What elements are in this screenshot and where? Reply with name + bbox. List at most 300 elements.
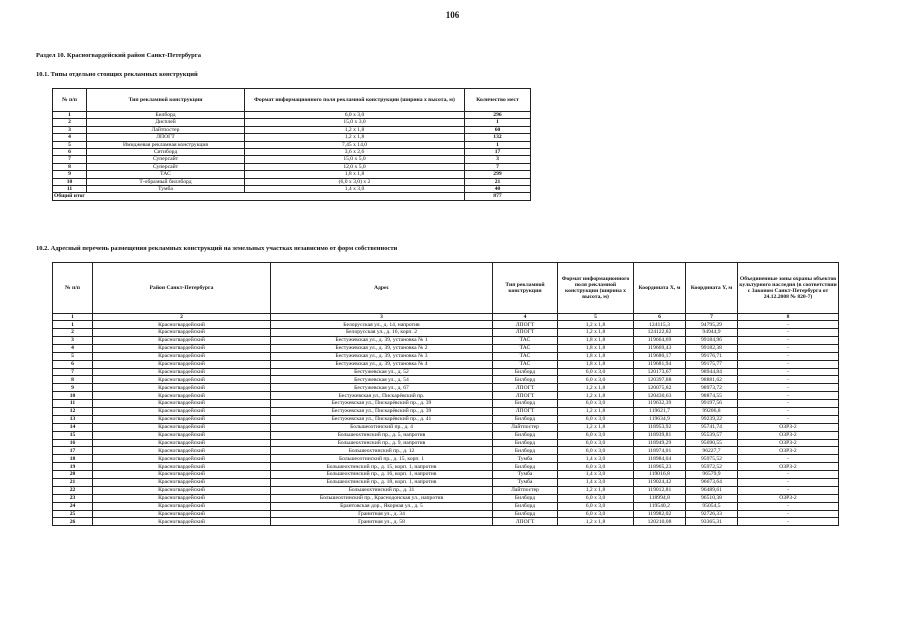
- table-cell: 95741,74: [686, 423, 738, 431]
- table-row: [53, 408, 839, 416]
- table-cell: Суперсайт: [87, 163, 245, 170]
- table-cell: 118965,23: [634, 463, 686, 471]
- table-row: [53, 329, 839, 337]
- table-cell: 2: [53, 329, 93, 337]
- table-cell: 1,2 x 1,8: [558, 384, 634, 392]
- table-row: [53, 431, 839, 439]
- table-cell: 7: [465, 163, 531, 170]
- table-cell: 16: [53, 439, 93, 447]
- table-cell: Бестужевская ул., д. 52: [271, 368, 493, 376]
- table-cell: 95975,52: [686, 455, 738, 463]
- table-cell: Билборд: [493, 494, 558, 502]
- table-row: [53, 479, 839, 487]
- table-cell: Красногвардейский: [93, 479, 271, 487]
- table-cell: ЛПОГТ: [493, 392, 558, 400]
- table-cell: 3: [53, 126, 87, 133]
- table-cell: Бестужевская ул., д. 39, установка № 3: [271, 352, 493, 360]
- table-cell: 95690,55: [686, 439, 738, 447]
- table-cell: 99184,96: [686, 336, 738, 344]
- table-cell: 9: [53, 384, 93, 392]
- ad-types-table: [52, 88, 531, 201]
- table-cell: 96227,7: [686, 447, 738, 455]
- table-cell: 1,8 x 1,8: [245, 171, 465, 178]
- table-cell: ТАС: [493, 336, 558, 344]
- table-cell: Билборд: [493, 502, 558, 510]
- ad-addresses-table: [52, 262, 839, 526]
- table-cell: ОЗРЗ-2: [738, 439, 839, 447]
- table-cell: 119540,2: [634, 502, 686, 510]
- table-row: [53, 134, 531, 141]
- table-cell: 6,0 x 3,0: [558, 510, 634, 518]
- table-row: [53, 392, 839, 400]
- table-cell: ЛПОГТ: [493, 329, 558, 337]
- section-title: Раздел 10. Красногвардейский район Санкт-Петербурга: [36, 52, 201, 59]
- table-cell: 23: [53, 494, 93, 502]
- table-cell: Красногвардейский: [93, 400, 271, 408]
- table-cell: 94944,9: [686, 329, 738, 337]
- table-cell: 119016,8: [634, 471, 686, 479]
- table-cell: 119681,94: [634, 360, 686, 368]
- table-cell: 17: [53, 447, 93, 455]
- table-cell: Ситиборд: [87, 148, 245, 155]
- table-cell: 296: [465, 112, 531, 119]
- column-header: Формат информационного поля рекламной конструкции (ширина х высота, м): [558, 263, 634, 314]
- table-cell: -: [738, 352, 839, 360]
- table-cell: 15,0 x 3,0: [245, 119, 465, 126]
- table-cell: 98973,72: [686, 384, 738, 392]
- table-cell: Билборд: [493, 439, 558, 447]
- table-cell: 118984,04: [634, 455, 686, 463]
- table-cell: -: [738, 321, 839, 329]
- table-cell: -: [738, 471, 839, 479]
- table-cell: ТАС: [87, 171, 245, 178]
- column-header: Координата X, м: [634, 263, 686, 314]
- table-cell: 1,2 x 1,8: [558, 329, 634, 337]
- table-row: [53, 471, 839, 479]
- table-cell: Красногвардейский: [93, 518, 271, 526]
- table-cell: 1: [53, 321, 93, 329]
- table-cell: -: [738, 344, 839, 352]
- table-cell: Большеохтинский пр., д. 5, напротив: [271, 431, 493, 439]
- table-cell: Красногвардейский: [93, 336, 271, 344]
- table-cell: Красногвардейский: [93, 344, 271, 352]
- table-row: [53, 126, 531, 133]
- table-cell: 1,2 x 1,8: [558, 392, 634, 400]
- table-cell: 119664,69: [634, 336, 686, 344]
- table-cell: Красногвардейский: [93, 471, 271, 479]
- column-header: № п/п: [53, 263, 93, 314]
- table-cell: Красногвардейский: [93, 415, 271, 423]
- table-cell: 120210,08: [634, 518, 686, 526]
- table-cell: ЛПОГТ: [493, 321, 558, 329]
- table-row: [53, 494, 839, 502]
- table-cell: Тумба: [493, 471, 558, 479]
- table-cell: Лайтпостер: [493, 423, 558, 431]
- table-cell: ЛПОГТ: [493, 384, 558, 392]
- table-cell: ОЗРЗ-2: [738, 431, 839, 439]
- table-cell: 124122,82: [634, 329, 686, 337]
- table-row: [53, 336, 839, 344]
- table-cell: 6,0 x 3,0: [558, 463, 634, 471]
- table-cell: Билборд: [493, 415, 558, 423]
- table-cell: -: [738, 384, 839, 392]
- table-row: [53, 400, 839, 408]
- table-cell: ТАС: [493, 352, 558, 360]
- table-cell: Красногвардейский: [93, 423, 271, 431]
- table-cell: 5: [53, 352, 93, 360]
- column-number: 6: [634, 314, 686, 321]
- total-row: [53, 193, 531, 200]
- table-cell: 19: [53, 463, 93, 471]
- column-number: 7: [686, 314, 738, 321]
- table-cell: 22: [53, 486, 93, 494]
- table-cell: 7,45 x 14,0: [245, 141, 465, 148]
- table-cell: 96673,64: [686, 479, 738, 487]
- table-cell: 6,0 x 3,0: [245, 112, 465, 119]
- table-cell: Билборд: [493, 368, 558, 376]
- column-number: 2: [93, 314, 271, 321]
- table-cell: Красногвардейский: [93, 494, 271, 502]
- table-row: [53, 368, 839, 376]
- table-cell: 99176,71: [686, 352, 738, 360]
- table-cell: 95539,57: [686, 431, 738, 439]
- table-cell: 6,0 x 3,0: [558, 415, 634, 423]
- table-row: [53, 112, 531, 119]
- table-cell: Красногвардейский: [93, 321, 271, 329]
- column-header: Тип рекламной конструкции: [493, 263, 558, 314]
- table-cell: 92726,33: [686, 510, 738, 518]
- table-cell: 6,0 x 3,0: [558, 431, 634, 439]
- table-cell: 119669,43: [634, 344, 686, 352]
- table-cell: Тумба: [493, 455, 558, 463]
- table-cell: Лайтпостер: [493, 486, 558, 494]
- table-cell: 1,2 x 1,8: [558, 321, 634, 329]
- table-cell: Красногвардейский: [93, 502, 271, 510]
- table-cell: 6,0 x 3,0: [558, 376, 634, 384]
- table-cell: 12: [53, 408, 93, 416]
- table-cell: 1,4 x 3,0: [558, 479, 634, 487]
- table-cell: 99239,22: [686, 415, 738, 423]
- table-row: [53, 518, 839, 526]
- table-cell: Белорусская ул., д. 16, корп. 2: [271, 329, 493, 337]
- table-cell: 3: [465, 156, 531, 163]
- table-row: [53, 352, 839, 360]
- table-cell: 10: [53, 178, 87, 185]
- table-row: [53, 156, 531, 163]
- table-cell: ОЗРЗ-2: [738, 494, 839, 502]
- table-cell: Билборд: [493, 400, 558, 408]
- column-header: Объединенные зоны охраны объектов культурного наследия (в соответствии с Законом Санкт-Петербурга от 24.12.2008 № 820-7): [738, 263, 839, 314]
- table-cell: -: [738, 368, 839, 376]
- column-header: Тип рекламной конструкции: [87, 89, 245, 112]
- table-cell: ТАС: [493, 344, 558, 352]
- table-cell: Большеохтинский пр., д. 18, корп. 1, напротив: [271, 479, 493, 487]
- table-cell: 15: [53, 431, 93, 439]
- table-cell: Билборд: [493, 376, 558, 384]
- table-cell: Красногвардейский: [93, 368, 271, 376]
- table-cell: Тумба: [87, 185, 245, 192]
- table-cell: 10: [53, 392, 93, 400]
- column-number: 3: [271, 314, 493, 321]
- table-cell: 1,2 x 1,8: [558, 518, 634, 526]
- table-header-row: [53, 89, 531, 112]
- table-cell: 15,0 x 5,0: [245, 156, 465, 163]
- table-cell: 21: [53, 479, 93, 487]
- table-cell: Бестужевская ул., Пискарёвский пр., д. 39: [271, 408, 493, 416]
- table-row: [53, 455, 839, 463]
- table-cell: 20: [53, 471, 93, 479]
- table-cell: 8: [53, 163, 87, 170]
- table-cell: 9: [53, 171, 87, 178]
- table-cell: 98874,55: [686, 392, 738, 400]
- table-cell: 13: [53, 415, 93, 423]
- table-cell: Брантовская дор., Якорная ул., д. 5: [271, 502, 493, 510]
- column-header: Координата Y, м: [686, 263, 738, 314]
- table-cell: 1,2 x 1,8: [558, 423, 634, 431]
- table-cell: -: [738, 336, 839, 344]
- table-cell: 120173,67: [634, 368, 686, 376]
- total-label: Общий итог: [53, 193, 465, 200]
- table-cell: 1,2 x 1,8: [245, 134, 465, 141]
- table-cell: ЛПОГТ: [493, 408, 558, 416]
- table-cell: -: [738, 479, 839, 487]
- table-cell: 25: [53, 510, 93, 518]
- page-number: 106: [445, 10, 460, 20]
- table-cell: 98881,62: [686, 376, 738, 384]
- table-cell: Большеохтинский пр., д. 16, корп. 1, напротив: [271, 471, 493, 479]
- table-cell: Большеохтинский пр., д. 15, корп. 1: [271, 455, 493, 463]
- table-cell: 94795,29: [686, 321, 738, 329]
- table-cell: 1,4 x 3,0: [558, 455, 634, 463]
- column-number-row: [53, 314, 839, 321]
- table-cell: -: [738, 400, 839, 408]
- table-cell: Билборд: [493, 447, 558, 455]
- table-cell: Большеохтинский пр., Краснодонская ул., напротив: [271, 494, 493, 502]
- table-cell: 6: [53, 360, 93, 368]
- table-cell: Белорусская ул., д. 14, напротив: [271, 321, 493, 329]
- table-cell: -: [738, 486, 839, 494]
- table-cell: Бестужевская ул., д. 39, установка № 1: [271, 336, 493, 344]
- table-row: [53, 384, 839, 392]
- table-row: [53, 148, 531, 155]
- table-cell: 14: [53, 423, 93, 431]
- table-row: [53, 502, 839, 510]
- table-cell: 3: [53, 336, 93, 344]
- table-cell: Билборд: [493, 510, 558, 518]
- table-row: [53, 376, 839, 384]
- table-cell: Красногвардейский: [93, 360, 271, 368]
- table-cell: Суперсайт: [87, 156, 245, 163]
- table-cell: Красногвардейский: [93, 376, 271, 384]
- table-cell: 119012,81: [634, 486, 686, 494]
- subsection-title-1: 10.1. Типы отдельно стоящих рекламных конструкций: [36, 71, 198, 78]
- table-cell: 17: [465, 148, 531, 155]
- table-cell: 299: [465, 171, 531, 178]
- table-row: [53, 415, 839, 423]
- table-cell: 96510,38: [686, 494, 738, 502]
- table-cell: Гранитная ул., д. 34: [271, 510, 493, 518]
- table-cell: 120075,82: [634, 384, 686, 392]
- table-cell: Красногвардейский: [93, 408, 271, 416]
- table-row: [53, 119, 531, 126]
- table-cell: 95054,5: [686, 502, 738, 510]
- table-cell: Красногвардейский: [93, 447, 271, 455]
- table-cell: -: [738, 518, 839, 526]
- table-row: [53, 185, 531, 192]
- table-cell: 118953,92: [634, 423, 686, 431]
- table-cell: Билборд: [493, 431, 558, 439]
- table-cell: Гранитная ул., д. 58: [271, 518, 493, 526]
- table-cell: 119632,39: [634, 400, 686, 408]
- table-cell: 99197,56: [686, 400, 738, 408]
- table-cell: 99175,77: [686, 360, 738, 368]
- column-header: Район Санкт-Петербурга: [93, 263, 271, 314]
- table-cell: Большеохтинский пр., д. 15, корп. 1, напротив: [271, 463, 493, 471]
- table-cell: 93365,31: [686, 518, 738, 526]
- table-cell: Бестужевская ул., д. 39, установка № 2: [271, 344, 493, 352]
- table-cell: 6,0 x 3,0: [558, 494, 634, 502]
- table-cell: 11: [53, 185, 87, 192]
- total-value: 877: [465, 193, 531, 200]
- column-number: 8: [738, 314, 839, 321]
- table-row: [53, 321, 839, 329]
- column-header: Формат информационного поля рекламной конструкции (ширина х высота, м): [245, 89, 465, 112]
- table-cell: Красногвардейский: [93, 392, 271, 400]
- table-row: [53, 447, 839, 455]
- table-cell: 8: [53, 376, 93, 384]
- table-cell: 118939,81: [634, 431, 686, 439]
- table-cell: Красногвардейский: [93, 455, 271, 463]
- table-cell: 6,0 x 3,0: [558, 502, 634, 510]
- table-cell: (6,0 x 3,0) x 2: [245, 178, 465, 185]
- table-cell: 1,8 x 1,8: [558, 352, 634, 360]
- table-row: [53, 141, 531, 148]
- table-cell: Большеохтинский пр., д. 4: [271, 423, 493, 431]
- table-row: [53, 463, 839, 471]
- table-row: [53, 178, 531, 185]
- column-number: 1: [53, 314, 93, 321]
- table-cell: 2: [53, 119, 87, 126]
- table-cell: 118949,29: [634, 439, 686, 447]
- table-cell: Бестужевская ул., д. 67: [271, 384, 493, 392]
- table-cell: 1,8 x 1,8: [558, 344, 634, 352]
- table-cell: Большеохтинский пр., д. 9, напротив: [271, 439, 493, 447]
- table-cell: ТАС: [493, 360, 558, 368]
- table-cell: 1,2 x 1,8: [245, 126, 465, 133]
- table-cell: ОЗРЗ-2: [738, 423, 839, 431]
- table-cell: 98944,84: [686, 368, 738, 376]
- table-cell: ЛПОГТ: [493, 518, 558, 526]
- table-cell: 124115,3: [634, 321, 686, 329]
- table-cell: Красногвардейский: [93, 486, 271, 494]
- table-cell: -: [738, 408, 839, 416]
- table-row: [53, 439, 839, 447]
- table-header-row: [53, 263, 839, 314]
- table-row: [53, 486, 839, 494]
- table-cell: Бестужевская ул., Пискарёвский пр.: [271, 392, 493, 400]
- table-row: [53, 163, 531, 170]
- column-number: 4: [493, 314, 558, 321]
- table-row: [53, 360, 839, 368]
- table-cell: Красногвардейский: [93, 510, 271, 518]
- table-cell: 119024,42: [634, 479, 686, 487]
- table-cell: 4: [53, 344, 93, 352]
- table-cell: 1,4 x 3,0: [558, 471, 634, 479]
- table-cell: Красногвардейский: [93, 463, 271, 471]
- table-cell: 26: [53, 518, 93, 526]
- table-cell: 6,0 x 3,0: [558, 439, 634, 447]
- table-cell: 95972,52: [686, 463, 738, 471]
- table-cell: 18: [53, 455, 93, 463]
- table-cell: 40: [465, 185, 531, 192]
- table-cell: Билборд: [493, 463, 558, 471]
- table-cell: 119982,02: [634, 510, 686, 518]
- table-cell: 99206,8: [686, 408, 738, 416]
- table-cell: 60: [465, 126, 531, 133]
- table-cell: Билборд: [87, 112, 245, 119]
- table-row: [53, 510, 839, 518]
- column-number: 5: [558, 314, 634, 321]
- table-cell: -: [738, 415, 839, 423]
- table-cell: 118994,8: [634, 494, 686, 502]
- table-cell: 118974,01: [634, 447, 686, 455]
- table-cell: Большеохтинский пр., д. 31: [271, 486, 493, 494]
- table-cell: 1,8 x 1,8: [558, 336, 634, 344]
- table-cell: 1: [465, 119, 531, 126]
- table-cell: Лайтпостер: [87, 126, 245, 133]
- table-cell: Бестужевская ул., д. 39, установка № 4: [271, 360, 493, 368]
- table-cell: Красногвардейский: [93, 384, 271, 392]
- table-cell: 119621,7: [634, 408, 686, 416]
- column-header: № п/п: [53, 89, 87, 112]
- table-cell: Имиджевая рекламная конструкция: [87, 141, 245, 148]
- table-cell: 1,2 x 1,8: [558, 486, 634, 494]
- table-cell: 120430,63: [634, 392, 686, 400]
- table-cell: 99182,38: [686, 344, 738, 352]
- table-cell: 1,2 x 1,8: [558, 408, 634, 416]
- table-cell: 96489,61: [686, 486, 738, 494]
- table-cell: Т-образный биллборд: [87, 178, 245, 185]
- table-cell: ОЗРЗ-2: [738, 463, 839, 471]
- table-cell: -: [738, 392, 839, 400]
- table-row: [53, 344, 839, 352]
- subsection-title-2: 10.2. Адресный перечень размещения рекламных конструкций на земельных участках независимо от форм собственности: [36, 245, 398, 252]
- table-cell: 1,4 x 3,0: [245, 185, 465, 192]
- table-row: [53, 423, 839, 431]
- table-cell: 4: [53, 134, 87, 141]
- table-cell: Большеохтинский пр., д. 12: [271, 447, 493, 455]
- table-cell: 6,0 x 3,0: [558, 447, 634, 455]
- table-cell: ЛПОГТ: [87, 134, 245, 141]
- table-cell: Тумба: [493, 479, 558, 487]
- table-cell: 6,0 x 3,0: [558, 400, 634, 408]
- table-cell: 1: [465, 141, 531, 148]
- column-header: Количество мест: [465, 89, 531, 112]
- table-cell: 5: [53, 141, 87, 148]
- table-cell: 21: [465, 178, 531, 185]
- table-cell: -: [738, 510, 839, 518]
- table-cell: 119680,17: [634, 352, 686, 360]
- table-cell: -: [738, 455, 839, 463]
- table-cell: 6,0 x 3,0: [558, 368, 634, 376]
- table-cell: ОЗРЗ-2: [738, 447, 839, 455]
- table-cell: 11: [53, 400, 93, 408]
- table-cell: 1,8 x 1,8: [558, 360, 634, 368]
- table-cell: Красногвардейский: [93, 439, 271, 447]
- table-cell: 7: [53, 156, 87, 163]
- column-header: Адрес: [271, 263, 493, 314]
- table-cell: Бестужевская ул., Пискарёвский пр., д. 41: [271, 415, 493, 423]
